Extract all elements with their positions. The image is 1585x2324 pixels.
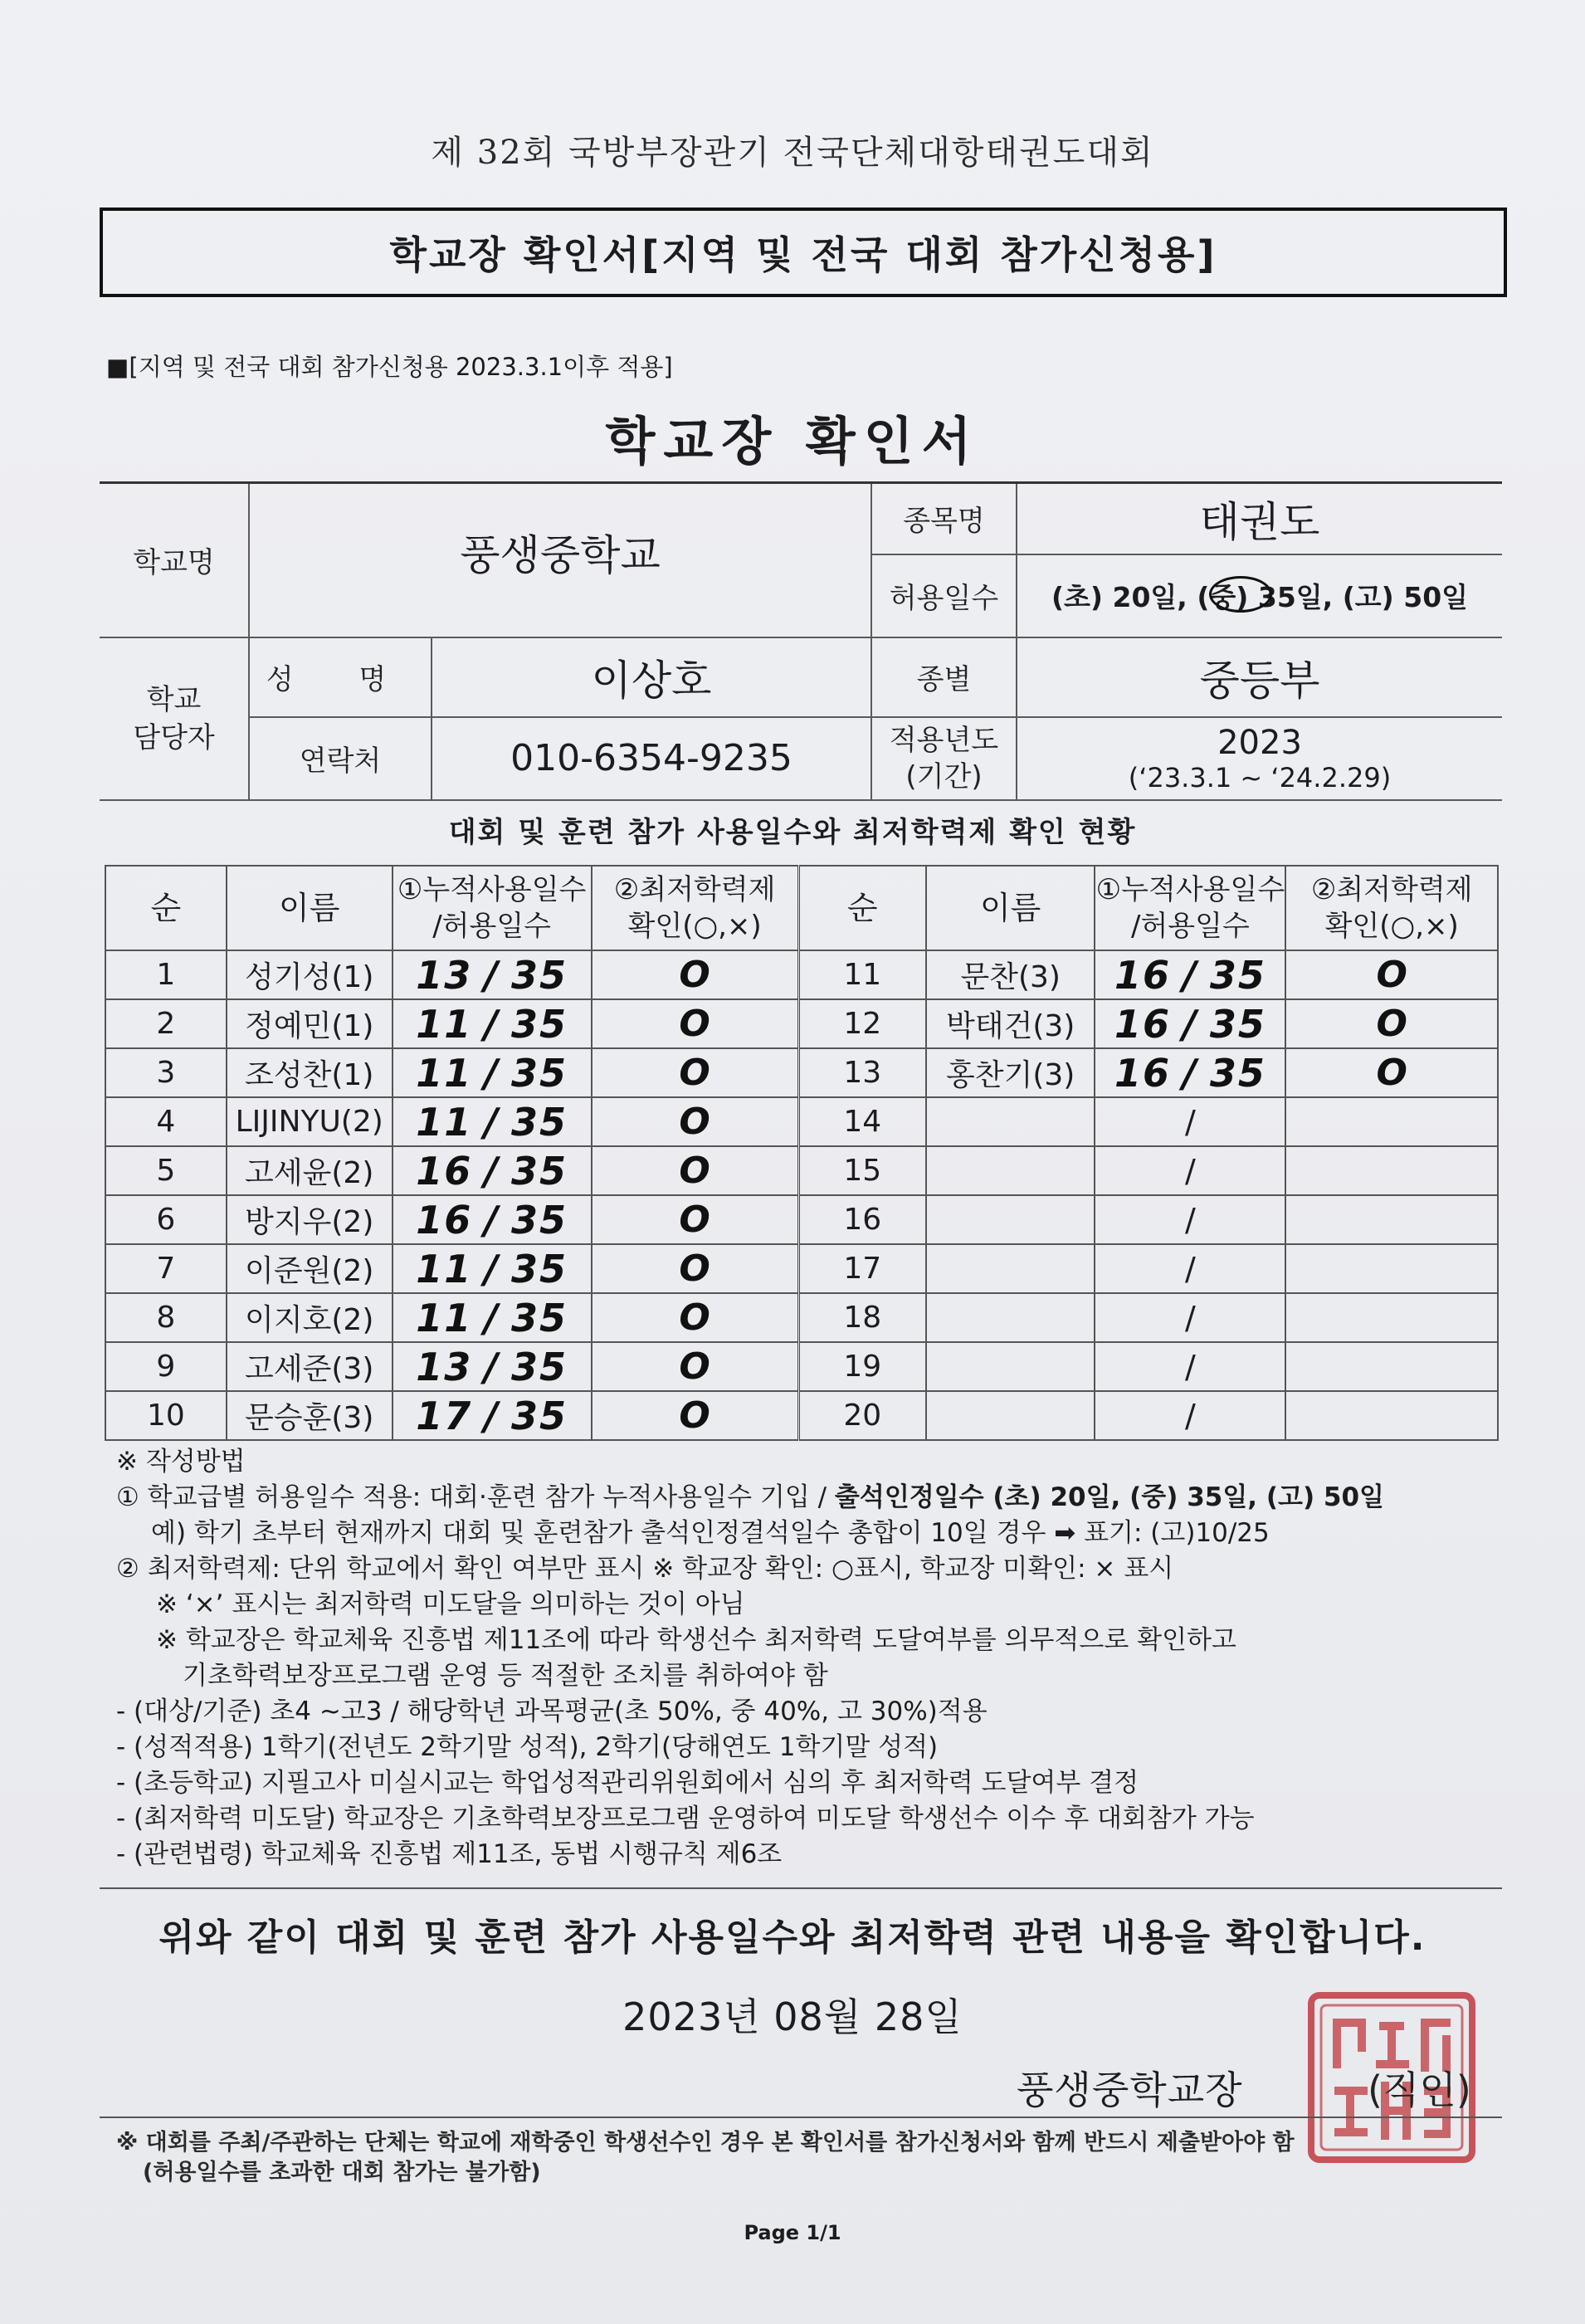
used-days-cell: 16 / 35 <box>393 1195 592 1244</box>
min-academic-check <box>1285 1391 1498 1440</box>
col-days-right: ①누적사용일수 /허용일수 <box>1095 866 1285 950</box>
application-notice: ■[지역 및 전국 대회 참가신청용 2023.3.1이후 적용] <box>106 353 673 381</box>
min-academic-check: O <box>592 1048 799 1097</box>
min-academic-check: O <box>592 950 799 999</box>
school-name-label: 학교명 <box>100 483 249 637</box>
used-days-cell: 11 / 35 <box>393 1244 592 1293</box>
row-number: 15 <box>798 1146 926 1195</box>
note-1: ① 학교급별 허용일수 적용: 대회·훈련 참가 누적사용일수 기입 / 출석인정일수 (초) 20일, (중) 35일, (고) 50일 <box>116 1482 1385 1512</box>
used-days-cell: 17 / 35 <box>393 1391 592 1440</box>
table-row <box>105 1293 1498 1342</box>
used-days-cell: / <box>1095 1097 1285 1146</box>
note-4: ※ 학교장은 학교체육 진흥법 제11조에 따라 학생선수 최저학력 도달여부를 의무적으로 확인하고 <box>156 1625 1236 1655</box>
athlete-name <box>926 1146 1095 1195</box>
athlete-name: 문찬(3) <box>926 950 1095 999</box>
page-number: Page 1/1 <box>744 2221 841 2244</box>
form-title-box: 학교장 확인서[지역 및 전국 대회 참가신청용] <box>100 208 1507 297</box>
year-value: 2023 <box>1217 723 1302 762</box>
row-number: 6 <box>105 1195 227 1244</box>
detail-target: - (대상/기준) 초4 ~고3 / 해당학년 과목평균(초 50%, 중 40%, 고 30%)적용 <box>116 1697 988 1726</box>
used-days-cell: 16 / 35 <box>1095 950 1285 999</box>
min-academic-check: O <box>592 1391 799 1440</box>
min-academic-check: O <box>1285 950 1498 999</box>
used-days-cell: / <box>1095 1146 1285 1195</box>
name-label: 성 명 <box>249 637 432 717</box>
detail-elementary: - (초등학교) 지필고사 미실시교는 학업성적관리위원회에서 심의 후 최저학력 도달여부 결정 <box>116 1768 1139 1798</box>
used-days-cell: 13 / 35 <box>393 1342 592 1391</box>
athlete-name: 박태건(3) <box>926 999 1095 1048</box>
issue-date: 2023년 08월 28일 <box>622 1994 963 2039</box>
col-name-left: 이름 <box>227 866 393 950</box>
name-value: 이상호 <box>432 637 871 717</box>
row-number: 3 <box>105 1048 227 1097</box>
event-title: 제 32회 국방부장관기 전국단체대항태권도대회 <box>431 134 1154 172</box>
detail-grades: - (성적적용) 1학기(전년도 2학기말 성적), 2학기(당해연도 1학기말 성적) <box>116 1732 939 1762</box>
row-number: 8 <box>105 1293 227 1342</box>
used-days-cell: / <box>1095 1244 1285 1293</box>
min-academic-check <box>1285 1293 1498 1342</box>
min-academic-check <box>1285 1244 1498 1293</box>
school-name-value: 풍생중학교 <box>249 483 871 637</box>
min-academic-check <box>1285 1146 1498 1195</box>
event-label: 종목명 <box>871 483 1017 554</box>
division-value: 중등부 <box>1017 637 1502 717</box>
footnote-line-2: (허용일수를 초과한 대회 참가는 불가함) <box>143 2160 541 2185</box>
min-academic-check: O <box>592 1195 799 1244</box>
athlete-name <box>926 1391 1095 1440</box>
table-row <box>105 1391 1498 1440</box>
min-academic-check <box>1285 1342 1498 1391</box>
detail-below-min: - (최저학력 미도달) 학교장은 기초학력보장프로그램 운영하여 미도달 학생선수 이수 후 대회참가 가능 <box>116 1804 1255 1833</box>
row-number: 14 <box>798 1097 926 1146</box>
col-check-right: ②최저학력제 확인(○,×) <box>1285 866 1498 950</box>
used-days-cell: 16 / 35 <box>1095 999 1285 1048</box>
note-2: ② 최저학력제: 단위 학교에서 확인 여부만 표시 ※ 학교장 확인: ○표시, 학교장 미확인: × 표시 <box>116 1554 1174 1584</box>
used-days-cell: 11 / 35 <box>393 1293 592 1342</box>
table-row <box>105 1146 1498 1195</box>
row-number: 19 <box>798 1342 926 1391</box>
document-heading: 학교장 확인서 <box>605 411 980 471</box>
note-3: ※ ‘×’ 표시는 최저학력 미도달을 의미하는 것이 아님 <box>156 1589 745 1619</box>
min-academic-check <box>1285 1097 1498 1146</box>
row-number: 1 <box>105 950 227 999</box>
athlete-name <box>926 1293 1095 1342</box>
used-days-cell: 16 / 35 <box>1095 1048 1285 1097</box>
row-number: 11 <box>798 950 926 999</box>
min-academic-check: O <box>592 1342 799 1391</box>
table-row <box>105 950 1498 999</box>
athlete-name <box>926 1244 1095 1293</box>
athlete-name <box>926 1195 1095 1244</box>
col-num-left: 순 <box>105 866 227 950</box>
used-days-cell: 11 / 35 <box>393 999 592 1048</box>
min-academic-check: O <box>592 1293 799 1342</box>
table-row <box>105 1048 1498 1097</box>
row-number: 5 <box>105 1146 227 1195</box>
permit-days-value: (초) 20일, ( 중) 35일, (고) 50일 <box>1051 581 1468 613</box>
athlete-name: 홍찬기(3) <box>926 1048 1095 1097</box>
col-days-left: ①누적사용일수 /허용일수 <box>393 866 592 950</box>
athlete-name: 문승훈(3) <box>227 1391 393 1440</box>
contact-person-label: 학교 담당자 <box>100 637 249 800</box>
row-number: 9 <box>105 1342 227 1391</box>
table-row <box>105 1195 1498 1244</box>
athlete-name <box>926 1342 1095 1391</box>
min-academic-check: O <box>592 999 799 1048</box>
table-row <box>105 999 1498 1048</box>
school-info-table <box>100 481 1502 801</box>
col-num-right: 순 <box>798 866 926 950</box>
row-number: 2 <box>105 999 227 1048</box>
used-days-cell: 11 / 35 <box>393 1097 592 1146</box>
row-number: 20 <box>798 1391 926 1440</box>
athlete-name: LIJINYU(2) <box>227 1097 393 1146</box>
roster-section-title: 대회 및 훈련 참가 사용일수와 최저학력제 확인 현황 <box>448 816 1137 849</box>
year-label: 적용년도 (기간) <box>871 717 1017 800</box>
row-number: 13 <box>798 1048 926 1097</box>
row-number: 18 <box>798 1293 926 1342</box>
min-academic-check: O <box>592 1146 799 1195</box>
used-days-cell: 16 / 35 <box>393 1146 592 1195</box>
athlete-name: 고세준(3) <box>227 1342 393 1391</box>
min-academic-check: O <box>1285 999 1498 1048</box>
principal-title: 풍생중학교장 <box>1017 2068 1243 2112</box>
table-row <box>105 1097 1498 1146</box>
row-number: 10 <box>105 1391 227 1440</box>
detail-law: - (관련법령) 학교체육 진흥법 제11조, 동법 시행규칙 제6조 <box>116 1839 783 1869</box>
row-number: 17 <box>798 1244 926 1293</box>
roster-body <box>105 950 1498 1440</box>
seal-label: (직인) <box>1368 2068 1471 2112</box>
athlete-name: 성기성(1) <box>227 950 393 999</box>
footnote <box>116 2128 1295 2188</box>
used-days-cell: 13 / 35 <box>393 950 592 999</box>
athlete-name: 조성찬(1) <box>227 1048 393 1097</box>
athlete-name: 고세윤(2) <box>227 1146 393 1195</box>
min-academic-check: O <box>592 1244 799 1293</box>
note-4-cont: 기초학력보장프로그램 운영 등 적절한 조치를 취하여야 함 <box>183 1661 828 1691</box>
phone-label: 연락처 <box>249 717 432 800</box>
phone-value: 010-6354-9235 <box>432 717 871 800</box>
table-row <box>105 1244 1498 1293</box>
used-days-cell: / <box>1095 1195 1285 1244</box>
year-cell <box>1017 717 1502 800</box>
athlete-roster-table <box>105 865 1499 1441</box>
permit-days-label: 허용일수 <box>871 554 1017 637</box>
col-check-left: ②최저학력제 확인(○,×) <box>592 866 799 950</box>
event-value: 태권도 <box>1017 483 1502 554</box>
row-number: 4 <box>105 1097 227 1146</box>
footnote-line-1: ※ 대회를 주최/주관하는 단체는 학교에 재학중인 학생선수인 경우 본 확인서를 참가신청서와 함께 반드시 제출받아야 함 <box>116 2130 1295 2156</box>
row-number: 12 <box>798 999 926 1048</box>
used-days-cell: / <box>1095 1391 1285 1440</box>
col-name-right: 이름 <box>926 866 1095 950</box>
permit-days-cell <box>1017 554 1502 637</box>
athlete-name <box>926 1097 1095 1146</box>
used-days-cell: 11 / 35 <box>393 1048 592 1097</box>
division-label: 종별 <box>871 637 1017 717</box>
confirmation-statement: 위와 같이 대회 및 훈련 참가 사용일수와 최저학력 관련 내용을 확인합니다. <box>158 1916 1426 1959</box>
min-academic-check: O <box>592 1097 799 1146</box>
row-number: 16 <box>798 1195 926 1244</box>
athlete-name: 이지호(2) <box>227 1293 393 1342</box>
notes-heading: ※ 작성방법 <box>116 1447 246 1477</box>
instructions <box>116 1444 1494 1872</box>
note-1-example: 예) 학기 초부터 현재까지 대회 및 훈련참가 출석인정결석일수 총합이 10일 경우 ➡ 표기: (고)10/25 <box>151 1518 1270 1548</box>
used-days-cell: / <box>1095 1293 1285 1342</box>
divider <box>100 2116 1502 2118</box>
min-academic-check: O <box>1285 1048 1498 1097</box>
athlete-name: 이준원(2) <box>227 1244 393 1293</box>
athlete-name: 방지우(2) <box>227 1195 393 1244</box>
divider <box>100 1887 1502 1889</box>
table-row <box>105 1342 1498 1391</box>
year-period: (‘23.3.1 ~ ‘24.2.29) <box>1128 761 1392 793</box>
used-days-cell: / <box>1095 1342 1285 1391</box>
circle-mark-icon <box>1209 576 1272 613</box>
athlete-name: 정예민(1) <box>227 999 393 1048</box>
min-academic-check <box>1285 1195 1498 1244</box>
row-number: 7 <box>105 1244 227 1293</box>
